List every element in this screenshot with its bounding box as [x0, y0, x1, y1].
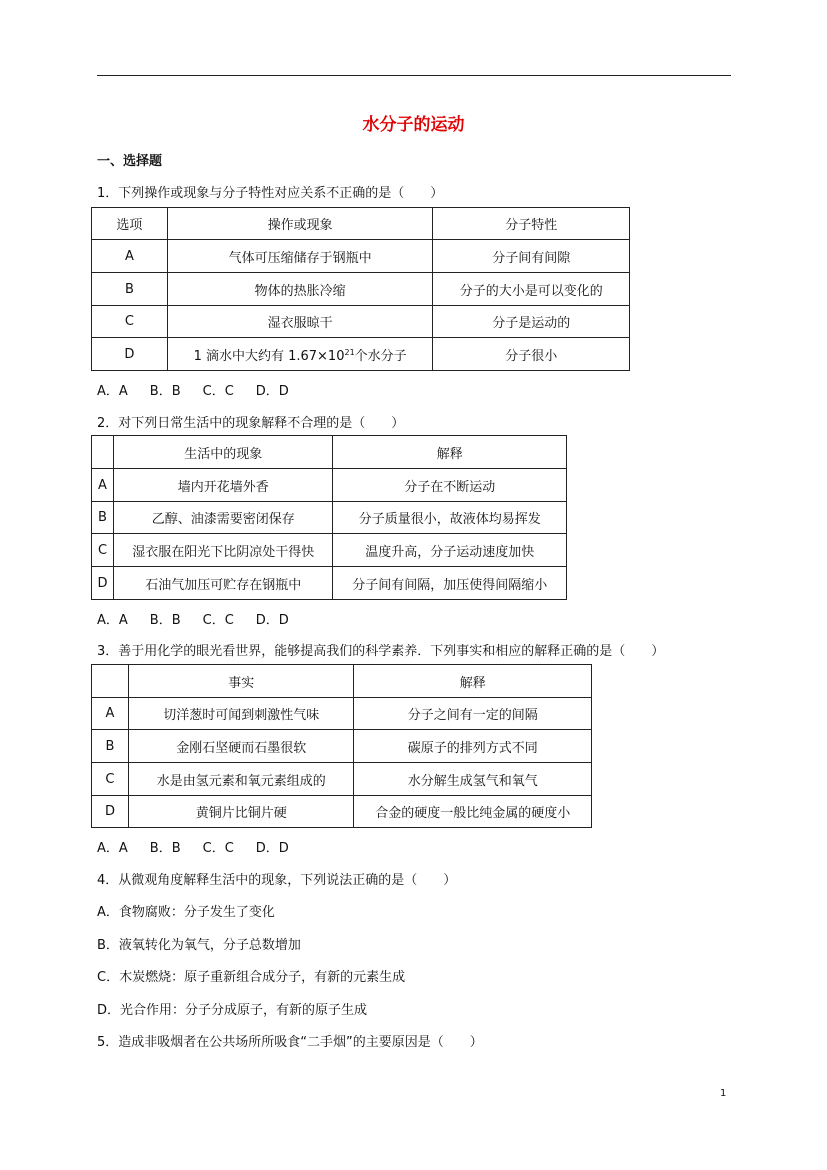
fact-cell: 切洋葱时可闻到刺激性气味: [128, 698, 354, 730]
option-cell: D: [92, 338, 168, 371]
option-cell: A: [92, 698, 129, 730]
property-cell: 分子很小: [433, 338, 630, 371]
option-b[interactable]: B．B: [149, 384, 181, 399]
page-title: 水分子的运动: [362, 115, 465, 135]
option-d[interactable]: D．D: [255, 841, 289, 856]
question-2-options: [97, 609, 311, 628]
option-cell: B: [92, 273, 168, 306]
question-1-table: [91, 207, 630, 371]
section-heading: 一、选择题: [97, 154, 163, 169]
phenomenon-cell: [167, 338, 433, 371]
table-row: [92, 273, 630, 306]
header-cell: [92, 665, 129, 698]
header-cell: 选项: [92, 208, 168, 240]
phenomenon-text: 1 滴水中大约有 1.67×10: [193, 348, 345, 364]
option-cell: B: [92, 502, 114, 534]
phenomenon-cell: 乙醇、油漆需要密闭保存: [113, 502, 333, 534]
table-row: [92, 338, 630, 371]
explanation-cell: 水分解生成氢气和氧气: [354, 763, 592, 796]
table-row: [92, 306, 630, 338]
property-cell: 分子间有间隙: [433, 240, 630, 273]
option-a[interactable]: A．A: [97, 613, 128, 628]
question-4-choice-a[interactable]: A．食物腐败：分子发生了变化: [97, 905, 275, 920]
option-d[interactable]: D．D: [255, 613, 289, 628]
header-cell: 事实: [128, 665, 354, 698]
header-cell: 解释: [333, 436, 567, 469]
header-cell: [92, 436, 114, 469]
fact-cell: 金刚石坚硬而石墨很软: [128, 730, 354, 763]
header-rule: [97, 75, 731, 76]
question-2-table: [91, 435, 567, 600]
option-c[interactable]: C．C: [202, 841, 234, 856]
table-row: [92, 796, 592, 828]
page-number: 1: [720, 1088, 727, 1099]
option-b[interactable]: B．B: [149, 841, 181, 856]
header-cell: 分子特性: [433, 208, 630, 240]
option-d[interactable]: D．D: [255, 384, 289, 399]
option-cell: D: [92, 796, 129, 828]
option-b[interactable]: B．B: [149, 613, 181, 628]
option-a[interactable]: A．A: [97, 384, 128, 399]
table-row: [92, 534, 567, 567]
table-row: [92, 240, 630, 273]
table-row: [92, 763, 592, 796]
table-header-row: [92, 436, 567, 469]
explanation-cell: 分子间有间隔，加压使得间隔缩小: [333, 567, 567, 600]
table-row: [92, 730, 592, 763]
table-header-row: [92, 665, 592, 698]
question-4-choice-d[interactable]: D．光合作用：分子分成原子，有新的原子生成: [97, 1003, 368, 1018]
explanation-cell: 分子质量很小，故液体均易挥发: [333, 502, 567, 534]
option-cell: A: [92, 240, 168, 273]
table-header-row: [92, 208, 630, 240]
question-3-stem: 3．善于用化学的眼光看世界，能够提高我们的科学素养．下列事实和相应的解释正确的是（ ）: [97, 644, 665, 659]
option-cell: C: [92, 306, 168, 338]
property-cell: 分子是运动的: [433, 306, 630, 338]
phenomenon-cell: 墙内开花墙外香: [113, 469, 333, 502]
question-5-stem: 5．造成非吸烟者在公共场所所吸食“二手烟”的主要原因是（ ）: [97, 1035, 483, 1050]
question-4-choice-c[interactable]: C．木炭燃烧：原子重新组合成分子，有新的元素生成: [97, 970, 406, 985]
option-c[interactable]: C．C: [202, 613, 234, 628]
question-3-table: [91, 664, 592, 828]
explanation-cell: 分子之间有一定的间隔: [354, 698, 592, 730]
option-cell: D: [92, 567, 114, 600]
option-cell: A: [92, 469, 114, 502]
explanation-cell: 温度升高，分子运动速度加快: [333, 534, 567, 567]
question-4-choice-b[interactable]: B．液氧转化为氧气，分子总数增加: [97, 938, 301, 953]
question-1-stem: 1．下列操作或现象与分子特性对应关系不正确的是（ ）: [97, 186, 444, 201]
table-row: [92, 502, 567, 534]
property-cell: 分子的大小是可以变化的: [433, 273, 630, 306]
fact-cell: 黄铜片比铜片硬: [128, 796, 354, 828]
header-cell: 操作或现象: [167, 208, 433, 240]
phenomenon-text-tail: 个水分子: [354, 348, 407, 364]
table-row: [92, 698, 592, 730]
question-1-options: [97, 380, 311, 399]
phenomenon-cell: 湿衣服晾干: [167, 306, 433, 338]
header-cell: 解释: [354, 665, 592, 698]
table-row: [92, 567, 567, 600]
question-3-options: [97, 837, 311, 856]
header-cell: 生活中的现象: [113, 436, 333, 469]
question-4-stem: 4．从微观角度解释生活中的现象，下列说法正确的是（ ）: [97, 873, 457, 888]
phenomenon-cell: 气体可压缩储存于钢瓶中: [167, 240, 433, 273]
explanation-cell: 合金的硬度一般比纯金属的硬度小: [354, 796, 592, 828]
explanation-cell: 分子在不断运动: [333, 469, 567, 502]
phenomenon-cell: 湿衣服在阳光下比阴凉处干得快: [113, 534, 333, 567]
option-cell: C: [92, 763, 129, 796]
option-a[interactable]: A．A: [97, 841, 128, 856]
option-c[interactable]: C．C: [202, 384, 234, 399]
fact-cell: 水是由氢元素和氧元素组成的: [128, 763, 354, 796]
exponent: 21: [344, 347, 355, 357]
phenomenon-cell: 石油气加压可贮存在钢瓶中: [113, 567, 333, 600]
phenomenon-cell: 物体的热胀冷缩: [167, 273, 433, 306]
question-2-stem: 2．对下列日常生活中的现象解释不合理的是（ ）: [97, 416, 405, 431]
table-row: [92, 469, 567, 502]
option-cell: B: [92, 730, 129, 763]
explanation-cell: 碳原子的排列方式不同: [354, 730, 592, 763]
option-cell: C: [92, 534, 114, 567]
